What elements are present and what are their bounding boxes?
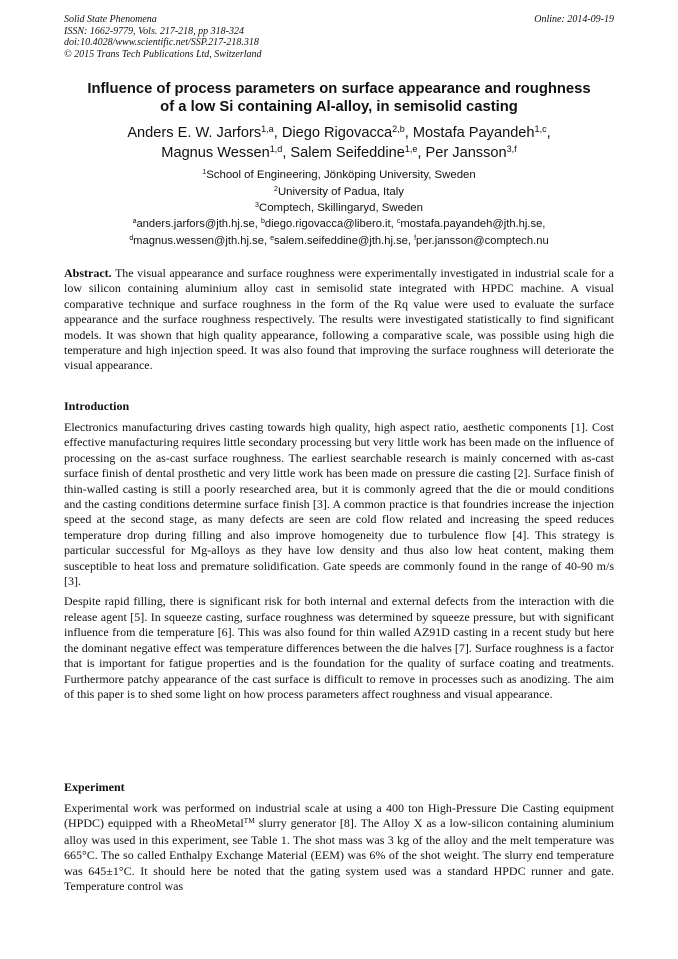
email-key: d xyxy=(129,234,134,242)
author-sup: 1,d xyxy=(269,144,283,155)
title-line-1: Influence of process parameters on surface appearance and roughness xyxy=(87,81,591,97)
experiment-text-a: Experimental work was performed on industrial scale at using a 400 ton High-Pressure Die Casting equipment (HPDC) equipped with a RheoMetal xyxy=(64,801,614,831)
affil-num: 3 xyxy=(255,202,259,210)
affil-text: University of Padua, Italy xyxy=(277,185,404,198)
online-date: Online: 2014-09-19 xyxy=(534,14,614,25)
email-list xyxy=(40,217,638,250)
intro-paragraph-1: Electronics manufacturing drives casting towards high quality, high aspect ratio, aesthetic components [1]. Cost effective manufacturing requires little secondary processing but very little work has been made on the influence of processing on the as-cast surface roughness. The earliest searchable research is mainly concerned with as-cast surface finish of dental prosthetic and very little work has been made on pressure die casting [2]. Surface finish of thin-walled casting is still a poorly researched area, but it is commonly agreed that the die or mould conditions and the casting conditions determine surface finish [3]. A common practice is that foundries increase the injection speed at the second stage, as many defects are seen are cold flow related and increasing the speed reduces temperature drop during filling and also improve homogeneity due to turbulence flow [4]. This strategy is particular successful for Mg-alloys as they have low density and thus also low heat content, making them susceptible to heat loss and premature solidification. Gate speeds are commonly found in the range of 40-90 m/s [3]. xyxy=(64,420,614,589)
author-sep: , xyxy=(417,145,426,161)
experiment-heading: Experiment xyxy=(64,780,125,794)
author-line-1 xyxy=(60,124,618,144)
email-sep: , xyxy=(542,218,546,230)
doi-line: doi:10.4028/www.scientific.net/SSP.217-218.318 xyxy=(64,37,259,49)
author-sup: 3,f xyxy=(506,144,517,155)
author-sup: 1,a xyxy=(261,124,274,135)
author-name: Per Jansson xyxy=(425,145,507,161)
journal-name: Solid State Phenomena xyxy=(64,14,157,25)
author-sup: 1,c xyxy=(534,124,547,135)
paper-title xyxy=(60,80,618,116)
intro-paragraph-2: Despite rapid filling, there is significant risk for both internal and external defects from the interaction with die release agent [5]. In squeeze casting, surface roughness was determined by squeeze pressure, but with significant influence from die temperature [6]. This was also found for thin walled AZ91D casting in a recent study but here the dominant negative effect was temperature differences between the die halves [7]. Surface roughness is a factor that is important for fatigue properties and is the foundation for the quality of surface coating and treatments. Furthermore patchy appearance of the cast surface is difficult to remove in processes such as anodizing. The aim of this paper is to shed some light on how process parameters affect roughness and visual appearance. xyxy=(64,594,614,701)
affiliation-1 xyxy=(60,168,618,185)
email-key: f xyxy=(414,234,417,242)
author-name: Mostafa Payandeh xyxy=(412,125,535,141)
experiment-body xyxy=(64,801,614,894)
email-key: c xyxy=(396,218,401,226)
email-sep: , xyxy=(254,218,261,230)
trademark-mark: TM xyxy=(243,816,255,826)
author-sep: , xyxy=(273,125,282,141)
email-link[interactable]: diego.rigovacca@libero.it xyxy=(264,218,391,230)
affil-text: School of Engineering, Jönköping University, Sweden xyxy=(206,169,476,181)
experiment-paragraph xyxy=(64,801,614,894)
title-line-2: of a low Si containing Al-alloy, in semisolid casting xyxy=(160,99,518,115)
affil-num: 2 xyxy=(274,185,278,193)
author-name: Salem Seifeddine xyxy=(290,145,405,161)
experiment-text-b: slurry generator [8]. The Alloy X as a low-silicon containing aluminium alloy was used in this experiment, see Table 1. The shot mass was 3 kg of the alloy and the melt temperature was 665°C. The so called Enthalpy Exchange Material (EEM) was 6% of the shot weight. The slurry end temperature was 645±1°C. It should here be noted that the gating system used was a standard HPDC runner and gate. Temperature control was xyxy=(64,816,614,894)
email-link[interactable]: anders.jarfors@jth.hj.se xyxy=(136,218,255,230)
affil-num: 1 xyxy=(202,169,207,177)
abstract-label: Abstract. xyxy=(64,266,112,280)
running-header xyxy=(64,14,614,60)
email-link[interactable]: magnus.wessen@jth.hj.se xyxy=(133,234,264,247)
email-sep: , xyxy=(263,234,271,247)
email-link[interactable]: per.jansson@comptech.nu xyxy=(416,234,549,247)
author-sup: 1,e xyxy=(404,144,418,155)
affiliation-2 xyxy=(60,185,618,202)
email-sep: , xyxy=(407,234,415,247)
affil-text: Comptech, Skillingaryd, Sweden xyxy=(258,202,423,214)
issn-line: ISSN: 1662-9779, Vols. 217-218, pp 318-324 xyxy=(64,25,244,37)
author-name: Anders E. W. Jarfors xyxy=(127,125,262,141)
author-sep: , xyxy=(282,145,291,161)
copyright-line: © 2015 Trans Tech Publications Ltd, Switzerland xyxy=(64,48,262,60)
email-line-1 xyxy=(40,217,638,234)
author-line-2 xyxy=(60,144,618,164)
author-name: Diego Rigovacca xyxy=(281,125,393,141)
email-key: b xyxy=(260,218,265,226)
affiliation-3 xyxy=(60,201,618,218)
author-list xyxy=(60,124,618,164)
abstract-paragraph xyxy=(64,266,614,374)
email-sep: , xyxy=(390,218,397,230)
author-sep: , xyxy=(404,125,413,141)
email-link[interactable]: salem.seifeddine@jth.hj.se xyxy=(274,234,408,247)
author-sup: 2,b xyxy=(392,124,405,135)
introduction-body xyxy=(64,420,614,702)
abstract-text: The visual appearance and surface roughness were experimentally investigated in industrial scale for a low silicon containing aluminium alloy cast in semisolid state integrated with HPDC machine. A visual comparative technique and surface roughness in the form of the Rq value were used to evaluate the surface appearance and the surface roughness respectively. The results were investigated statistically to find significant models. It was shown that high quality appearance, following a comparative scale, was possible using high die temperature and high injection speed. It was also found that improving the surface roughness will deteriorate the visual appearance. xyxy=(64,266,614,373)
affiliations xyxy=(60,168,618,218)
email-key: a xyxy=(132,218,137,226)
abstract xyxy=(64,266,614,374)
author-sep: , xyxy=(546,125,551,141)
email-key: e xyxy=(270,234,275,242)
email-link[interactable]: mostafa.payandeh@jth.hj.se xyxy=(400,218,543,230)
author-name: Magnus Wessen xyxy=(161,145,270,161)
email-line-2 xyxy=(40,234,638,251)
introduction-heading: Introduction xyxy=(64,399,130,413)
